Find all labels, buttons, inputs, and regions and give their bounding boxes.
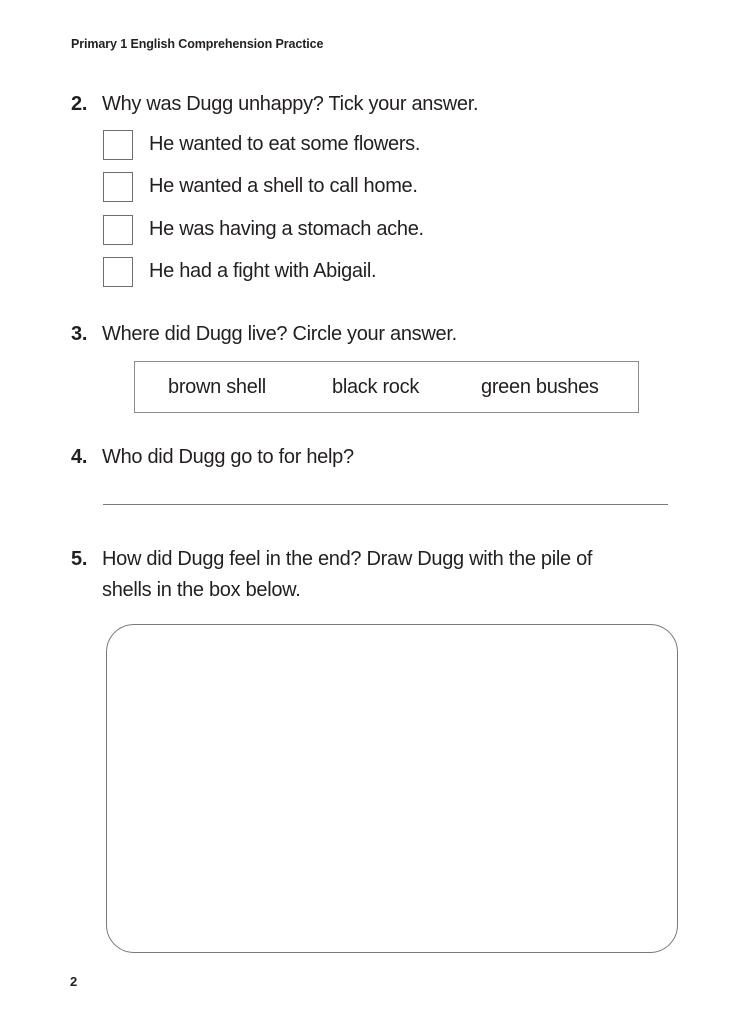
question-text: Where did Dugg live? Circle your answer. — [102, 323, 457, 345]
worksheet-header: Primary 1 English Comprehension Practice — [71, 37, 324, 51]
option-label: He wanted to eat some flowers. — [149, 133, 421, 155]
question-text-line-1: How did Dugg feel in the end? Draw Dugg with the pile of — [102, 548, 593, 570]
option-row — [103, 129, 420, 160]
tick-checkbox[interactable] — [103, 172, 133, 202]
question-4 — [71, 442, 354, 473]
option-row — [103, 171, 418, 202]
option-label: He wanted a shell to call home. — [149, 175, 418, 197]
circle-choices-box — [134, 361, 639, 413]
tick-checkbox[interactable] — [103, 130, 133, 160]
option-row — [103, 214, 424, 245]
question-text — [102, 544, 592, 606]
question-2 — [71, 89, 478, 120]
question-number: 5. — [71, 548, 88, 570]
question-text: Why was Dugg unhappy? Tick your answer. — [102, 93, 479, 115]
page-number: 2 — [70, 974, 78, 989]
choice-black-rock[interactable]: black rock — [332, 376, 420, 398]
answer-line[interactable] — [103, 504, 668, 505]
choice-brown-shell[interactable]: brown shell — [168, 376, 266, 398]
tick-checkbox[interactable] — [103, 215, 133, 245]
question-text-line-2: shells in the box below. — [102, 579, 301, 601]
option-row — [103, 256, 376, 287]
question-number: 3. — [71, 323, 88, 345]
question-number: 2. — [71, 93, 88, 115]
question-3 — [71, 319, 457, 350]
choice-green-bushes[interactable]: green bushes — [481, 376, 599, 398]
question-text: Who did Dugg go to for help? — [102, 446, 354, 468]
tick-checkbox[interactable] — [103, 257, 133, 287]
option-label: He had a fight with Abigail. — [149, 260, 377, 282]
drawing-box[interactable] — [106, 624, 678, 953]
option-label: He was having a stomach ache. — [149, 218, 424, 240]
question-5 — [71, 544, 592, 606]
question-number: 4. — [71, 446, 88, 468]
